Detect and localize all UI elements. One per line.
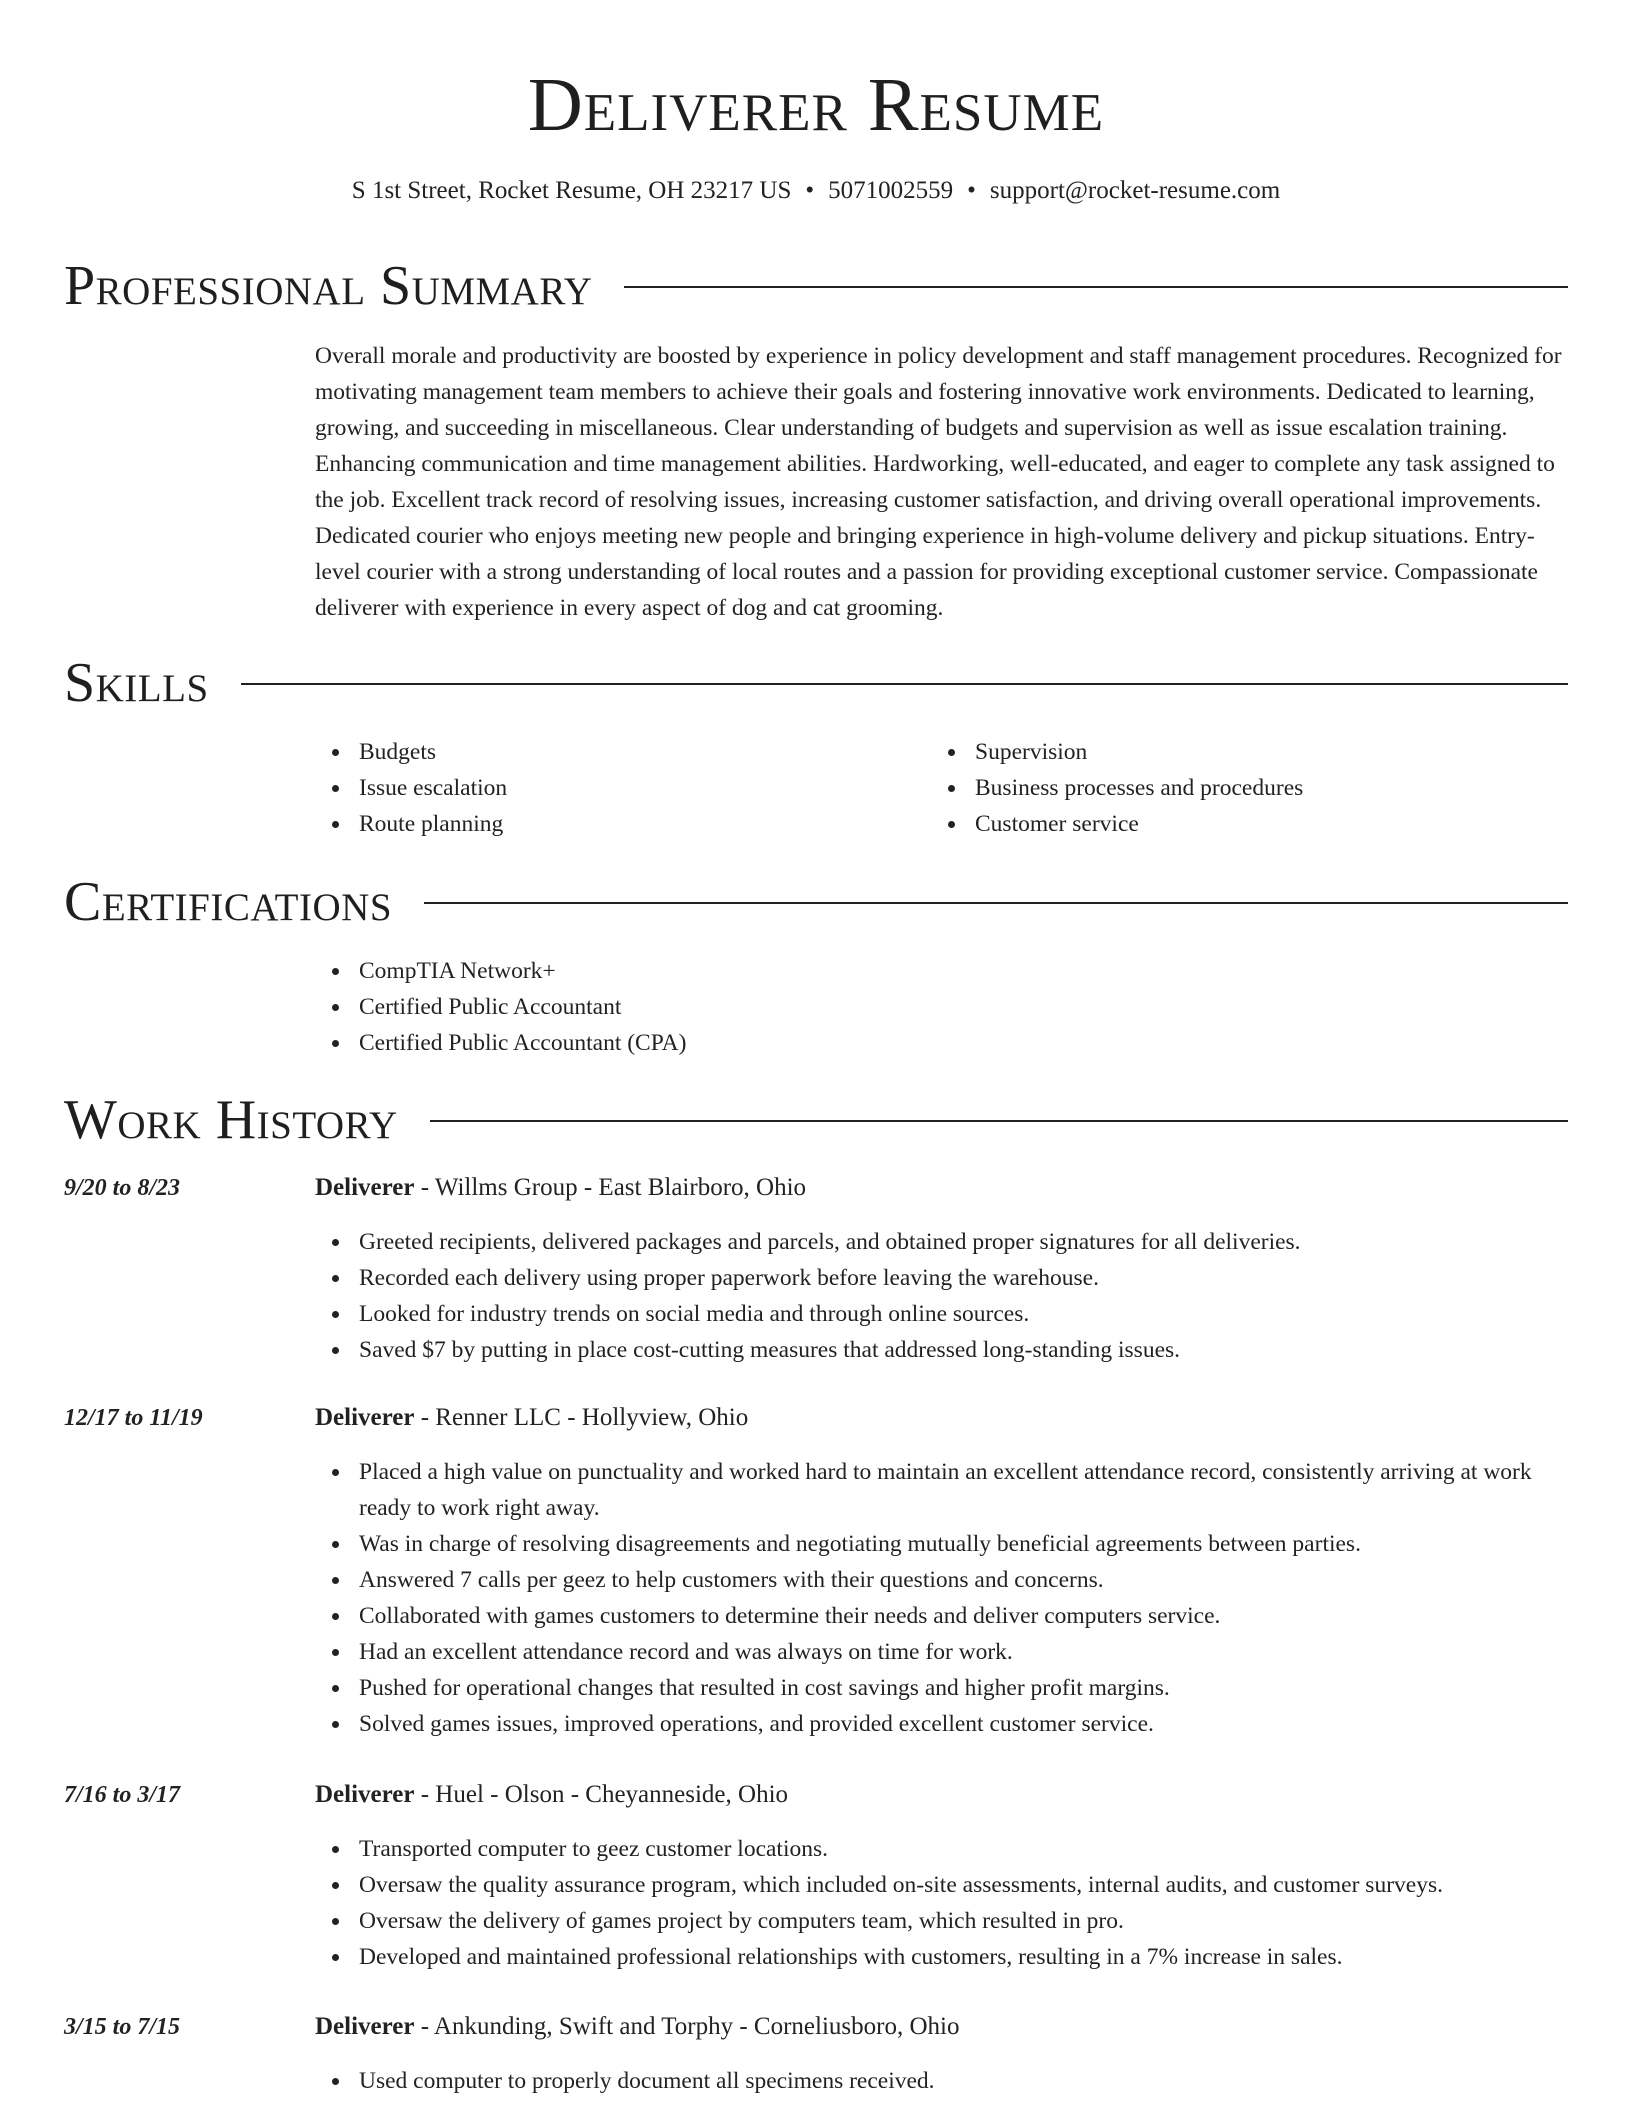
job-bullets — [315, 1831, 1565, 1975]
job-bullet: Developed and maintained professional relationships with customers, resulting in a 7% increase in sales. — [359, 1939, 1565, 1975]
certifications-list — [315, 953, 1515, 1061]
skill-item: Budgets — [359, 734, 915, 770]
job-bullets — [315, 1454, 1565, 1742]
skill-item: Supervision — [975, 734, 1531, 770]
summary-paragraph: Overall morale and productivity are boosted by experience in policy development and staff management procedures. Recognized for motivating management team members to achieve their goals and fostering innovative work environments. Dedicated to learning, growing, and succeeding in miscellaneous. Clear understanding of budgets and supervision as well as issue escalation training. Enhancing communication and time management abilities. Hardworking, well-educated, and eager to complete any task assigned to the job. Excellent track record of resolving issues, increasing customer satisfaction, and driving overall operational improvements. Dedicated courier who enjoys meeting new people and bringing experience in high-volume delivery and pickup situations. Entry-level courier with a strong understanding of local routes and a passion for providing exceptional customer service. Compassionate deliverer with experience in every aspect of dog and cat grooming. — [315, 343, 1562, 621]
job-bullet: Was in charge of resolving disagreements and negotiating mutually beneficial agreements between parties. — [359, 1526, 1565, 1562]
job-bullet: Solved games issues, improved operations, and provided excellent customer service. — [359, 1706, 1565, 1742]
section-divider — [624, 286, 1568, 288]
skill-item: Route planning — [359, 806, 915, 842]
phone-text: 5071002559 — [828, 177, 954, 204]
job-bullet: Saved $7 by putting in place cost-cutting measures that addressed long-standing issues. — [359, 1332, 1565, 1368]
job-bullet: Used computer to properly document all specimens received. — [359, 2063, 1565, 2099]
certifications-section-header — [64, 870, 1568, 934]
contact-line — [0, 174, 1632, 208]
job-dates: 12/17 to 11/19 — [64, 1405, 203, 1431]
job-bullet: Oversaw the quality assurance program, which included on-site assessments, internal audits, and customer surveys. — [359, 1867, 1565, 1903]
section-divider — [430, 1120, 1568, 1122]
job-role: Deliverer — [315, 2013, 415, 2040]
job-dates: 7/16 to 3/17 — [64, 1782, 181, 1808]
job-company-location: - Huel - Olson - Cheyanneside, Ohio — [414, 1781, 789, 1808]
job-heading — [315, 1170, 1565, 1206]
job-bullet: Greeted recipients, delivered packages and parcels, and obtained proper signatures for all deliveries. — [359, 1224, 1565, 1260]
job-company-location: - Willms Group - East Blairboro, Ohio — [414, 1174, 807, 1201]
skills-column-left — [315, 734, 915, 842]
certification-item: Certified Public Accountant (CPA) — [359, 1025, 1515, 1061]
job-bullet: Placed a high value on punctuality and worked hard to maintain an excellent attendance record, consistently arriving at work ready to work right away. — [359, 1454, 1565, 1526]
job-bullets — [315, 2063, 1565, 2099]
job-bullet: Pushed for operational changes that resulted in cost savings and higher profit margins. — [359, 1670, 1565, 1706]
work-history-heading: Work History — [64, 1089, 398, 1151]
summary-section-header — [64, 254, 1568, 318]
job-bullet: Answered 7 calls per geez to help customers with their questions and concerns. — [359, 1562, 1565, 1598]
job-company-location: - Ankunding, Swift and Torphy - Corneliusboro, Ohio — [414, 2013, 960, 2040]
skill-item: Business processes and procedures — [975, 770, 1531, 806]
address-text: S 1st Street, Rocket Resume, OH 23217 US — [351, 177, 792, 204]
resume-title: Deliverer Resume — [527, 63, 1105, 147]
section-divider — [241, 683, 1568, 685]
skills-column-right — [931, 734, 1531, 842]
job-bullet: Collaborated with games customers to determine their needs and deliver computers service. — [359, 1598, 1565, 1634]
job-bullet: Transported computer to geez customer locations. — [359, 1831, 1565, 1867]
job-bullet: Looked for industry trends on social media and through online sources. — [359, 1296, 1565, 1332]
certification-item: CompTIA Network+ — [359, 953, 1515, 989]
skills-heading: Skills — [64, 652, 209, 714]
job-dates: 3/15 to 7/15 — [64, 2014, 181, 2040]
job-role: Deliverer — [315, 1404, 415, 1431]
separator-dot: • — [805, 177, 815, 204]
job-bullets — [315, 1224, 1565, 1368]
summary-heading: Professional Summary — [64, 255, 593, 317]
job-company-location: - Renner LLC - Hollyview, Ohio — [414, 1404, 749, 1431]
certifications-heading: Certifications — [64, 871, 393, 933]
skill-item: Issue escalation — [359, 770, 915, 806]
skill-item: Customer service — [975, 806, 1531, 842]
skills-section-header — [64, 651, 1568, 715]
job-bullet: Recorded each delivery using proper paperwork before leaving the warehouse. — [359, 1260, 1565, 1296]
email-link[interactable]: support@rocket-resume.com — [989, 177, 1281, 204]
job-bullet: Oversaw the delivery of games project by computers team, which resulted in pro. — [359, 1903, 1565, 1939]
job-bullet: Had an excellent attendance record and was always on time for work. — [359, 1634, 1565, 1670]
separator-dot: • — [967, 177, 976, 204]
job-heading — [315, 1777, 1565, 1813]
job-role: Deliverer — [315, 1781, 415, 1808]
job-heading — [315, 1400, 1565, 1436]
section-divider — [424, 902, 1568, 904]
work-history-section-header — [64, 1088, 1568, 1152]
job-heading — [315, 2009, 1565, 2045]
certification-item: Certified Public Accountant — [359, 989, 1515, 1025]
job-dates: 9/20 to 8/23 — [64, 1175, 181, 1201]
job-role: Deliverer — [315, 1174, 415, 1201]
